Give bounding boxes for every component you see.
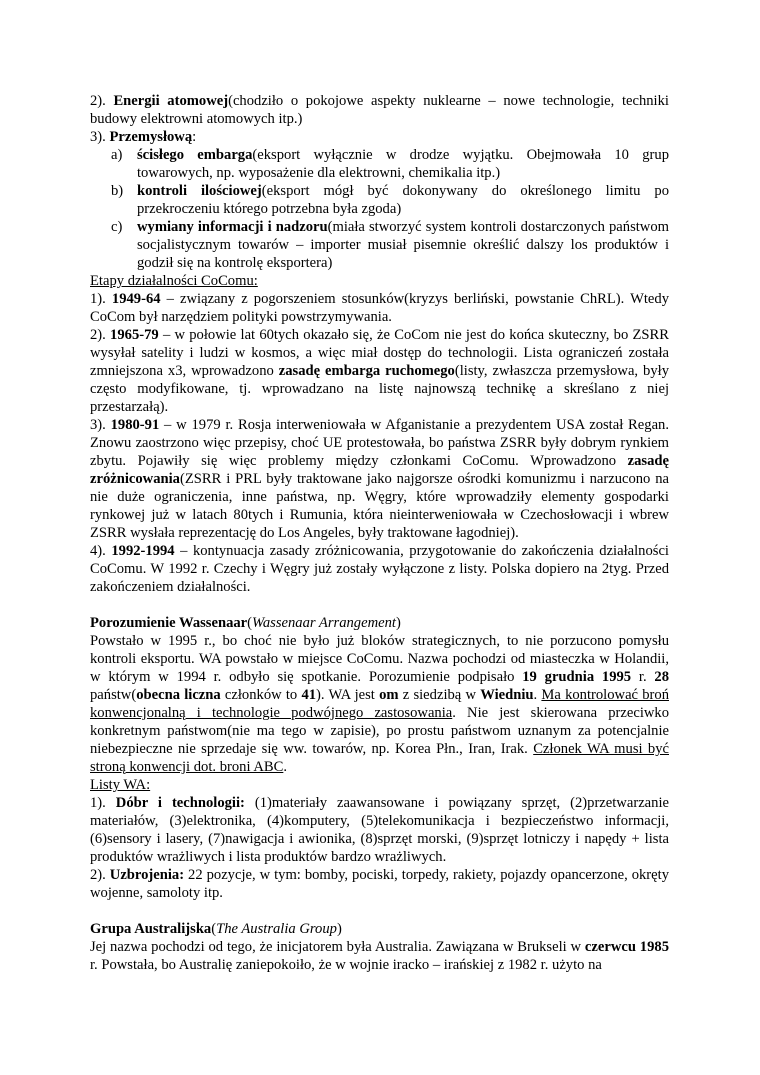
section-title: Grupa Australijska	[90, 921, 212, 937]
list-item	[111, 182, 669, 218]
body-text: .	[533, 687, 542, 703]
item-text: – kontynuacja zasady zróżnicowania, przygotowanie do zakończenia działalności CoComu. W 1992 r. Czechy i Węgry już zostały wyłączone z listy. Polska dopiero na 2tyg. Przed zakończeniem działalności.	[90, 543, 669, 595]
etap-2	[90, 326, 669, 416]
item-text: – w połowie lat 60tych okazało się, że CoCom nie jest do końca skuteczny, bo ZSRR wysyłał satelity i ludzi w kosmos, a więc miał dostęp do technologii. Lista ograniczeń została zmniejszona x3, wprowadzono	[90, 327, 669, 379]
body-text: Jej nazwa pochodzi od tego, że inicjatorem była Australia. Zawiązana w Brukseli w	[90, 939, 585, 955]
list-item-bold: ścisłego embarga	[137, 147, 253, 163]
list-item-desc: (miała stworzyć system kontroli dostarczonych państwom socjalistycznym towarów – importer musiał pisemnie określić dalszy los produktów i godził się na kontrolę eksportera)	[137, 219, 669, 271]
item-number: 3).	[90, 417, 111, 433]
item-number: 1).	[90, 291, 112, 307]
paren-close: )	[395, 615, 401, 631]
item-text: (ZSRR i PRL były traktowane jako najgorsze ośrodki komunizmu i narzucono na nie duże ograniczenia, inne państwa, np. Węgry, które wprowadziły elementy gospodarki rynkowej już w latach 80tych i Rumunia, która nieinterweniowała w Czechosłowacji i wbrew ZSRR wysłała reprezentację do Los Angeles, były traktowane łagodniej).	[90, 471, 669, 541]
list-item-bold: wymiany informacji i nadzoru	[137, 219, 328, 235]
item-number: 2).	[90, 867, 110, 883]
body-text: r. Powstała, bo Australię zaniepokoiło, że w wojnie iracko – irańskiej z 1982 r. użyto na	[90, 957, 602, 973]
body-text: państw(	[90, 687, 137, 703]
item-text: (1)materiały zaawansowane i powiązany sprzęt, (2)przetwarzanie materiałów, (3)elektronika, (4)komputery, (5)telekomunikacja i bezpieczeństwo informacji, (6)sensory i lasery, (7)nawigacja i awionika, (8)sprzęt morski, (9)sprzęt lotniczy i napędy + lista produktów wrażliwych i lista produktów bardzo wrażliwych.	[90, 795, 669, 865]
section-title-english: The Australia Group	[216, 921, 337, 937]
list-title: Uzbrojenia:	[109, 867, 185, 883]
list-item-text	[137, 182, 669, 218]
item-number: 3).	[90, 129, 110, 145]
wassenaar-body	[90, 632, 669, 776]
item-number: 4).	[90, 543, 112, 559]
section-title: Porozumienie Wassenaar	[90, 615, 248, 631]
item-text: – związany z pogorszeniem stosunków(kryzys berliński, powstanie ChRL). Wtedy CoCom był narzędziem polityki powstrzymywania.	[90, 291, 669, 325]
list-item-desc: (eksport wyłącznie w drodze wyjątku. Obejmowała 10 grup towarowych, np. wyposażenie dla elektrowni, chemikalia itp.)	[137, 147, 669, 181]
listy-heading	[90, 776, 669, 794]
list-marker: a)	[111, 147, 123, 163]
paren-close: )	[336, 921, 342, 937]
australia-body	[90, 938, 669, 974]
item-industrial	[90, 128, 669, 146]
lista-1	[90, 794, 669, 866]
list-item-bold: kontroli ilościowej	[137, 183, 262, 199]
period-years: 1992-1994	[111, 543, 175, 559]
etap-4	[90, 542, 669, 596]
item-number: 1).	[90, 795, 116, 811]
period-years: 1965-79	[110, 327, 159, 343]
item-text: – w 1979 r. Rosja interweniowała w Afganistanie a prezydentem USA został Regan. Znowu zaostrzono więc przepisy, choć UE protestowała, bo państwa ZSRR były dobrym rynkiem zbytu. Pojawiły się więc problemy między członkami CoComu. Wprowadzono	[90, 417, 669, 469]
body-text: .	[283, 759, 288, 775]
section-subheading: Etapy działalności CoComu:	[90, 273, 258, 289]
principle-name: zasadę zróżnicowania	[90, 453, 669, 487]
list-item-text	[137, 146, 669, 182]
current-count-label: obecna liczna	[136, 687, 221, 703]
paren-open: (	[247, 615, 253, 631]
item-bold-title: Energii atomowej	[113, 93, 229, 109]
body-text: ). WA jest	[316, 687, 380, 703]
period-years: 1949-64	[111, 291, 161, 307]
list-marker: b)	[111, 183, 124, 199]
signing-date: 19 grudnia 1995	[522, 669, 632, 685]
item-colon: :	[192, 129, 197, 145]
founding-states-count: 28	[654, 669, 670, 685]
item-energy	[90, 92, 669, 128]
list-marker: c)	[111, 219, 123, 235]
etap-3	[90, 416, 669, 542]
body-text: r.	[631, 669, 655, 685]
item-number: 2).	[90, 93, 114, 109]
industrial-sublist	[111, 146, 669, 272]
period-years: 1980-91	[110, 417, 160, 433]
australia-heading	[90, 920, 669, 938]
item-text: (chodziło o pokojowe aspekty nuklearne – nowe technologie, techniki budowy elektrowni atomowych itp.)	[90, 93, 669, 127]
body-text: z siedzibą w	[398, 687, 481, 703]
members-count: 41	[301, 687, 317, 703]
wassenaar-heading	[90, 614, 669, 632]
paragraph-gap	[90, 902, 669, 920]
list-title: Dóbr i technologii:	[115, 795, 245, 811]
underlined-scope: Ma kontrolować broń konwencjonalną i technologie podwójnego zastosowania	[90, 687, 669, 721]
paren-open: (	[211, 921, 217, 937]
list-item	[111, 146, 669, 182]
principle-name: zasadę embarga ruchomego	[278, 363, 455, 379]
item-text: (listy, zwłaszcza przemysłowa, były często modyfikowane, tj. wprowadzano na listę najnowszą technikę a skreślano z niej przestarzałą).	[90, 363, 669, 415]
body-text: . Nie jest skierowana przeciwko konkretnym państwom(nie ma tego w zapisie), po prostu państwom uznanym za potencjalnie niebezpieczne nie sprzedaje się ww. towarów, np. Korea Płn., Iran, Irak.	[90, 705, 670, 757]
body-text: członków to	[220, 687, 302, 703]
list-item-text	[137, 218, 669, 272]
section-subheading: Listy WA:	[90, 777, 151, 793]
item-number: 2).	[90, 327, 111, 343]
lista-2	[90, 866, 669, 902]
seat-city: Wiedniu	[480, 687, 534, 703]
item-bold-title: Przemysłową	[109, 129, 193, 145]
underlined-requirement: Członek WA musi być stroną konwencji dot. broni ABC	[90, 741, 669, 775]
item-text: 22 pozycje, w tym: bomby, pociski, torpedy, rakiety, pojazdy opancerzone, okręty wojenne, samoloty itp.	[90, 867, 669, 901]
paragraph-gap	[90, 596, 669, 614]
body-text: Powstało w 1995 r., bo choć nie było już bloków strategicznych, to nie porzucono pomysłu kontroli eksportu. WA powstało w miejsce CoComu. Nazwa pochodzi od miasteczka w Holandii, w którym w 1994 r. odbyło się spotkanie. Porozumienie podpisało	[90, 633, 669, 685]
etapy-heading	[90, 272, 669, 290]
org-type: om	[379, 687, 399, 703]
section-title-english: Wassenaar Arrangement	[252, 615, 396, 631]
founding-date: czerwcu 1985	[584, 939, 669, 955]
etap-1	[90, 290, 669, 326]
list-item	[111, 218, 669, 272]
list-item-desc: (eksport mógł być dokonywany do określonego limitu po przekroczeniu którego potrzebna była zgoda)	[137, 183, 669, 217]
